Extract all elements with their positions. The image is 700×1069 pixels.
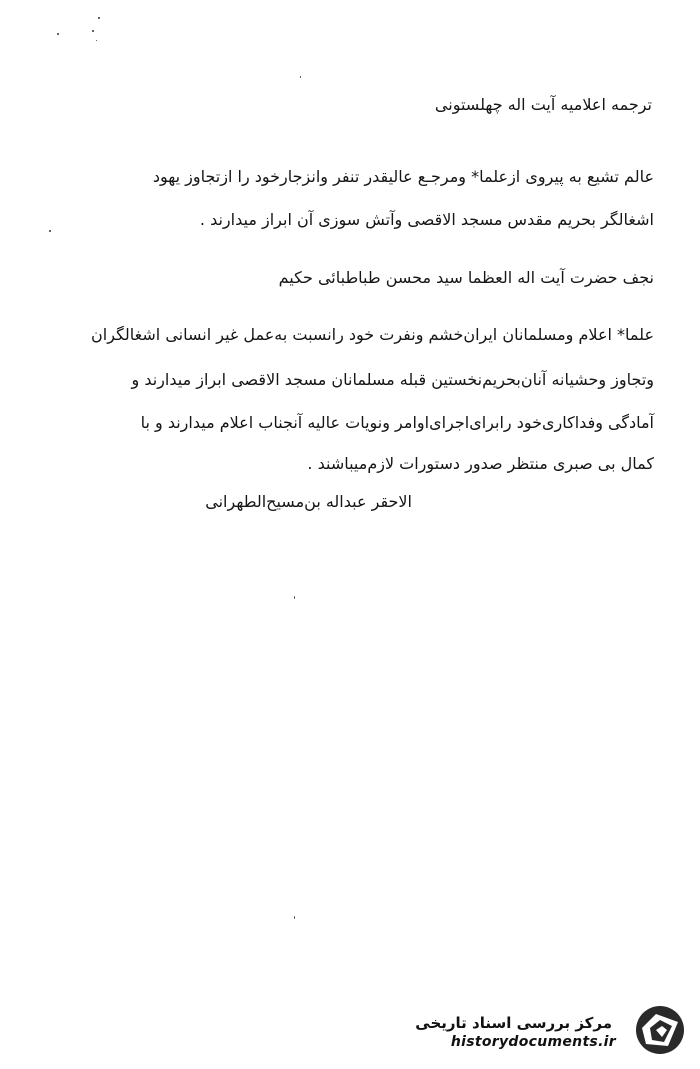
paragraph-line: عالم تشیع به پیروی ازعلما* ومرجـع عالیقدر تنفر وانزجارخود را ازتجاوز یهود: [152, 167, 654, 186]
scan-speck: [294, 916, 295, 919]
scan-speck: [92, 30, 94, 32]
paragraph-line: وتجاوز وحشیانه آنان‌بحریم‌نخستین قبله مسلمانان مسجد الاقصی ابراز میدارند و: [131, 370, 654, 389]
paragraph-line: آمادگی وفداکاری‌خود رابرای‌اجرای‌اوامر ونویات عالیه آنجناب اعلام میدارند و با: [140, 413, 654, 432]
scan-speck: [57, 33, 59, 35]
org-name: مرکز بررسی اسناد تاریخی: [415, 1014, 612, 1032]
signature: الاحقر عبداله بن‌مسیح‌الطهرانی: [205, 492, 412, 511]
scan-speck: [49, 230, 51, 232]
site-url: historydocuments.ir: [450, 1034, 616, 1050]
watermark-footer: [402, 1000, 692, 1058]
paragraph-line: نجف حضرت آیت اله العظما سید محسن طباطبائی حکیم: [278, 268, 654, 287]
document-title: ترجمه اعلامیه آیت اله چهلستونی: [434, 95, 652, 114]
paragraph-line: علما* اعلام ومسلمانان ایران‌خشم ونفرت خود رانسبت به‌عمل غیر انسانی اشغالگران: [91, 325, 654, 344]
scan-speck: [300, 76, 301, 78]
paragraph-line: کمال بی صبری منتظر صدور دستورات لازم‌میباشند .: [307, 454, 654, 473]
paragraph-line: اشغالگر بحریم مقدس مسجد الاقصی وآتش سوزی آن ابراز میدارند .: [199, 210, 654, 229]
scan-speck: [98, 17, 100, 19]
scan-speck: [96, 40, 97, 41]
history-documents-logo-icon: [630, 1004, 688, 1056]
scan-speck: [294, 596, 295, 599]
